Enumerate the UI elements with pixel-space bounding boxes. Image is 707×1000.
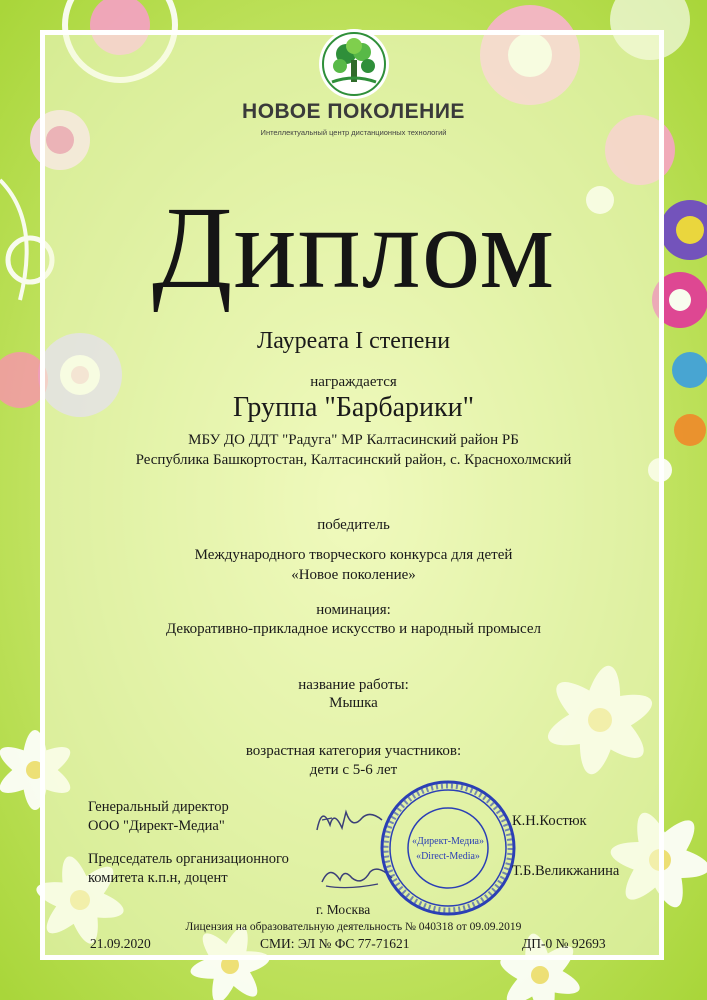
winner-label: победитель <box>317 517 390 533</box>
issue-date: 21.09.2020 <box>90 936 151 951</box>
nomination-label: номинация: <box>316 602 391 618</box>
age-label: возрастная категория участников: <box>245 743 462 759</box>
awarded-label: награждается <box>310 374 397 390</box>
degree-text: Лауреата I степени <box>256 328 451 354</box>
logo-title: НОВОЕ ПОКОЛЕНИЕ <box>242 100 465 123</box>
smi-registration: СМИ: ЭЛ № ФС 77-71621 <box>260 936 410 951</box>
license-text: Лицензия на образовательную деятельность № 040318 от 09.09.2019 <box>185 921 522 933</box>
director-name: К.Н.Костюк <box>512 813 587 829</box>
recipient-name: Группа "Барбарики" <box>232 392 475 423</box>
stamp-text-en: «Direct-Media» <box>416 851 480 862</box>
diploma-number: ДП-0 № 92693 <box>522 936 606 951</box>
stamp-text-ru: «Директ-Медиа» <box>412 836 484 847</box>
organization-text: МБУ ДО ДДТ "Радуга" МР Калтасинский район РБ <box>188 432 519 448</box>
company-stamp <box>378 778 518 918</box>
region-text: Республика Башкортостан, Калтасинский район, с. Краснохолмский <box>135 452 572 468</box>
contest-name-line2: «Новое поколение» <box>291 567 416 583</box>
contest-name-line1: Международного творческого конкурса для детей <box>194 547 513 563</box>
director-title: Генеральный директор ООО "Директ-Медиа" <box>88 799 229 834</box>
chair-title: Председатель организационного комитета к.п.н, доцент <box>88 851 289 886</box>
nomination-text: Декоративно-прикладное искусство и народный промысел <box>166 621 541 637</box>
tree-logo-icon <box>318 28 390 100</box>
chair-name: Т.Б.Великжанина <box>512 863 620 879</box>
work-title: Мышка <box>329 695 378 711</box>
work-label: название работы: <box>298 677 409 693</box>
city-text: г. Москва <box>316 902 371 917</box>
diploma-title: Диплом <box>151 182 556 313</box>
age-category: дети с 5-6 лет <box>309 762 398 778</box>
logo-subtitle: Интеллектуальный центр дистанционных технологий <box>260 128 447 137</box>
